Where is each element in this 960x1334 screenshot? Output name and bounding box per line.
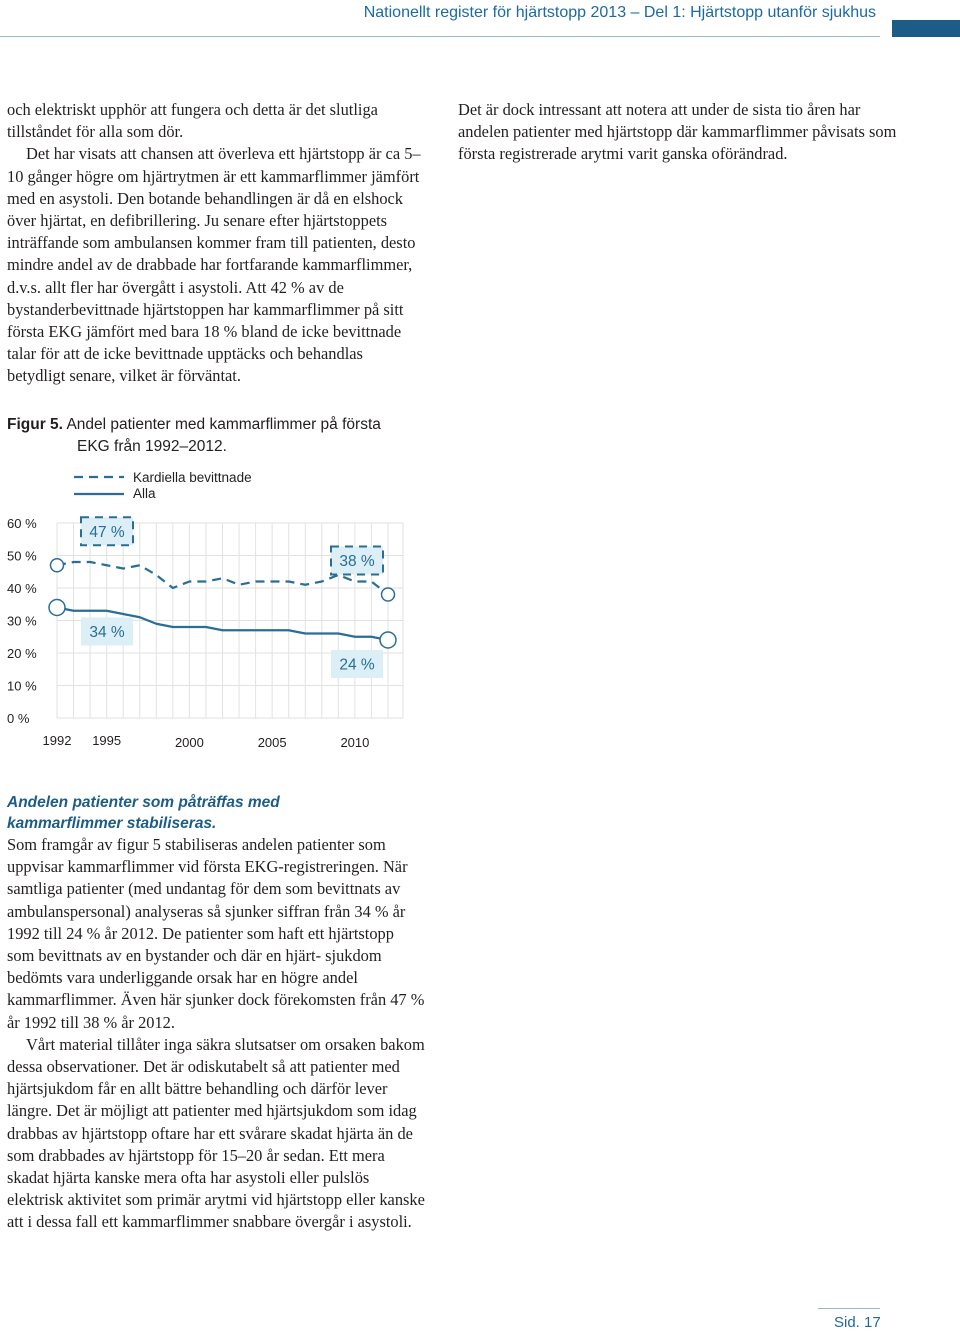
endpoint-marker xyxy=(49,600,65,616)
y-tick-label: 60 % xyxy=(7,516,37,531)
paragraph: Som framgår av figur 5 stabiliseras andelen patienter som uppvisar kammarflimmer vid första EKG-registreringen. När samtliga patienter (med undantag för dem som bevittnats av ambulanspersonal) analyseras så sjunker siffran från 34 % år 1992 till 24 % år 2012. De patienter som haft ett hjärtstopp som bevittnats av en bystander och där en hjärt- sjukdom bedömts vara underliggande orsak har en högre andel kammarflimmer. Även här sjunker dock förekomsten från 47 % år 1992 till 38 % år 2012. xyxy=(7,835,425,1032)
footer-rule xyxy=(818,1308,880,1309)
running-header: Nationellt register för hjärtstopp 2013 – Del 1: Hjärtstopp utanför sjukhus xyxy=(363,4,876,21)
y-tick-label: 0 % xyxy=(7,711,30,726)
x-tick-label: 2000 xyxy=(174,735,204,750)
chart-legend xyxy=(74,470,252,501)
left-column-text xyxy=(7,99,425,388)
y-tick-label: 20 % xyxy=(7,646,37,661)
line-chart xyxy=(0,460,430,760)
page-number: Sid. 17 xyxy=(834,1314,881,1331)
header-rule xyxy=(0,36,880,37)
legend-label-alla: Alla xyxy=(133,486,156,501)
value-label: 34 % xyxy=(89,624,125,641)
endpoint-marker xyxy=(51,559,64,572)
endpoint-marker xyxy=(380,632,396,648)
value-label: 38 % xyxy=(339,553,375,570)
endpoint-marker xyxy=(382,588,395,601)
y-tick-label: 50 % xyxy=(7,548,37,564)
paragraph: Det har visats att chansen att överleva ett hjärtstopp är ca 5–10 gånger högre om hjärtrytmen är ett kammarflimmer jämfört med en asystoli. Den botande behandlingen är då en elshock över hjärtat, en defibrillering. Ju senare efter hjärtstoppets inträffande som ambulansen kommer fram till patienten, desto mindre andel av de drabbade har fortfarande kammarflimmer, d.v.s. allt fler har övergått i asystoli. Att 42 % av de bystanderbevittnade hjärtstoppen har kammarflimmer på sitt första EKG jämfört med bara 18 % bland de icke bevittnade talar för att de icke bevittnade upptäcks och behandlas betydligt senare, vilket är förväntat. xyxy=(7,144,421,386)
x-tick-label: 2005 xyxy=(257,735,287,750)
stabil-section xyxy=(7,792,425,1234)
y-tick-label: 10 % xyxy=(7,678,37,694)
paragraph: Vårt material tillåter inga säkra slutsatser om orsaken bakom dessa observationer. Det är odiskutabelt så att patienter med hjärtsjukdom får en allt bättre behandling och därför lever längre. Det är möjligt att patienter med hjärtsjukdom som idag drabbas av hjärtstopp oftare har ett svårare skadat hjärta än de som drabbades av hjärtstopp för 15–20 år sedan. Ett mera skadat hjärta kanske mera ofta har asystoli eller pulslös elektrisk aktivitet som primär arytmi vid hjärtstopp eller kanske att i dessa fall ett kammarflimmer snabbare övergår i asystoli. xyxy=(7,1034,425,1232)
figure-caption-line2: EKG från 1992–2012. xyxy=(77,438,227,455)
figure-caption-line1: Andel patienter med kammarflimmer på första xyxy=(66,416,381,433)
figure-label: Figur 5. xyxy=(7,416,63,433)
y-tick-label: 30 % xyxy=(7,613,37,629)
y-tick-label: 40 % xyxy=(7,581,37,596)
section-heading xyxy=(7,792,425,834)
x-tick-label: 2010 xyxy=(340,735,370,750)
value-label: 47 % xyxy=(89,523,125,541)
header-accent-bar xyxy=(892,20,960,37)
section-heading-line1: Andelen patienter som påträffas med xyxy=(7,794,280,811)
section-heading-line2: kammarflimmer stabiliseras. xyxy=(7,815,217,832)
x-tick-label: 1992 xyxy=(42,733,72,748)
figure-caption xyxy=(7,414,427,458)
value-label: 24 % xyxy=(339,656,375,674)
paragraph: Det är dock intressant att notera att under de sista tio åren har andelen patienter med hjärtstopp där kammarflimmer påvisats som första registrerade arytmi varit ganska oförändrad. xyxy=(458,100,897,164)
legend-label-kardiella-bevittnade: Kardiella bevittnade xyxy=(133,470,252,485)
x-tick-label: 1995 xyxy=(92,733,122,748)
right-column-text xyxy=(458,99,898,166)
chart-annotations xyxy=(81,517,383,678)
paragraph: och elektriskt upphör att fungera och detta är det slutliga tillståndet för alla som dör. xyxy=(7,100,378,142)
